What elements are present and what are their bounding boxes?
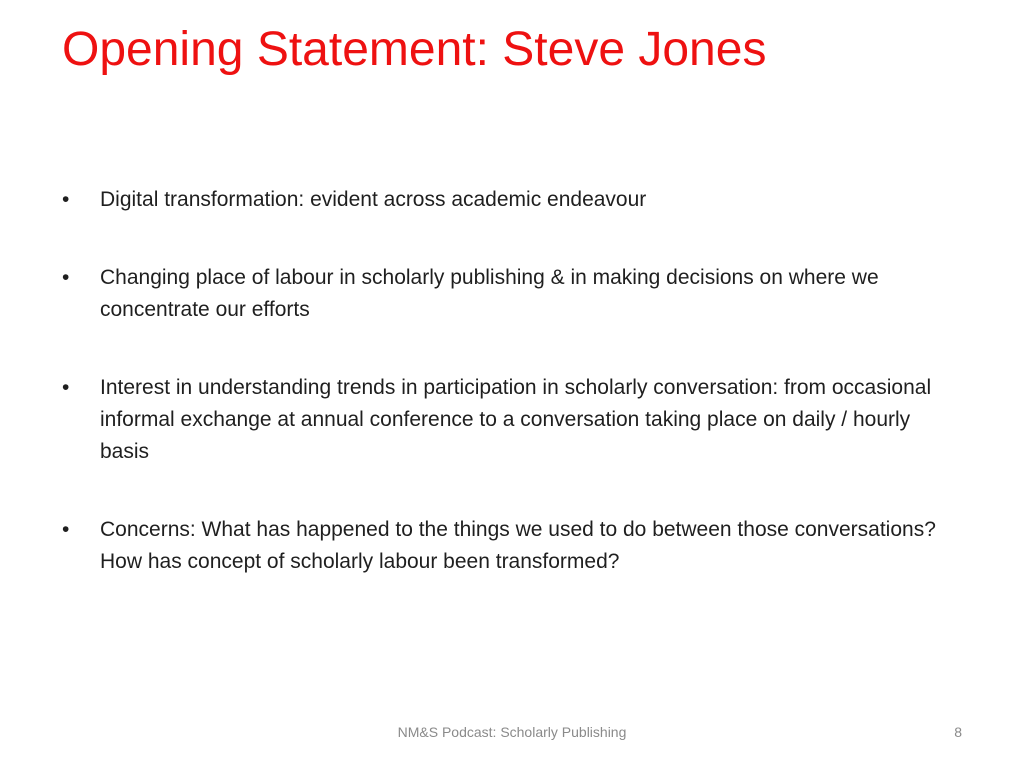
slide-title: Opening Statement: Steve Jones <box>62 23 767 76</box>
bullet-text: Concerns: What has happened to the things we used to do between those conversations? How has concept of scholarly labour been transformed? <box>100 518 936 573</box>
bullet-icon: • <box>62 266 70 289</box>
bullet-item <box>62 372 942 468</box>
slide-footer: NM&S Podcast: Scholarly Publishing <box>397 724 627 740</box>
slide-number: 8 <box>954 724 962 740</box>
bullet-item <box>62 514 942 578</box>
bullet-list <box>62 184 942 578</box>
bullet-text: Digital transformation: evident across academic endeavour <box>100 188 647 211</box>
bullet-icon: • <box>62 518 70 541</box>
bullet-text: Interest in understanding trends in participation in scholarly conversation: from occasional informal exchange at annual conference to a conversation taking place on daily / hourly basis <box>100 376 932 463</box>
bullet-text: Changing place of labour in scholarly publishing & in making decisions on where we concentrate our efforts <box>100 266 879 321</box>
bullet-icon: • <box>62 188 70 211</box>
bullet-item <box>62 262 942 326</box>
bullet-icon: • <box>62 376 70 399</box>
bullet-item <box>62 184 942 216</box>
